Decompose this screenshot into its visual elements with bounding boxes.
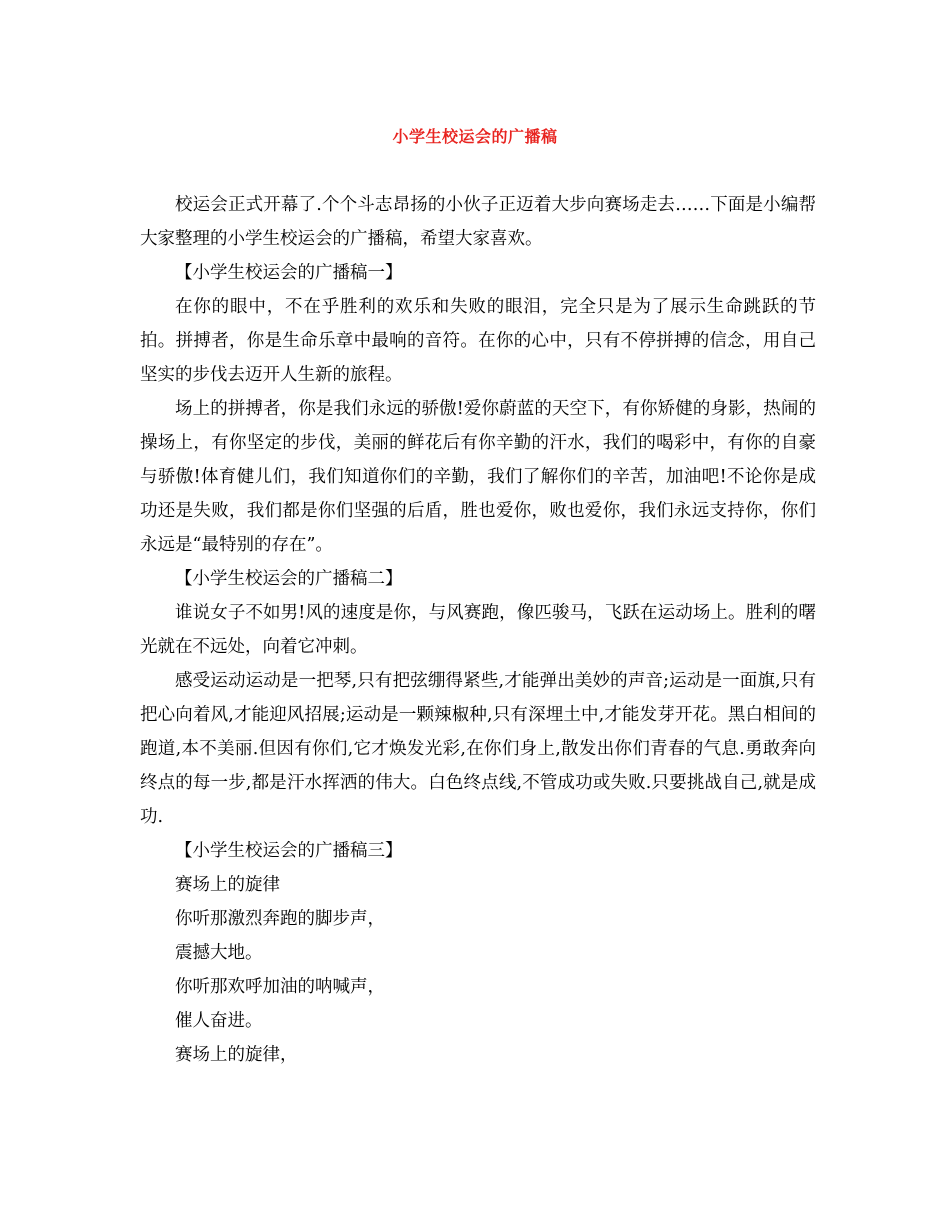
poem-line: 你听那欢呼加油的呐喊声，: [175, 977, 385, 997]
document-title: 小学生校运会的广播稿: [392, 127, 558, 146]
poem-line: 你听那激烈奔跑的脚步声，: [175, 909, 385, 929]
section-heading-1: 【小学生校运会的广播稿一】: [175, 263, 403, 283]
section-heading-2: 【小学生校运会的广播稿二】: [175, 569, 403, 589]
poem-line: 震撼大地。: [175, 943, 263, 963]
section-2-paragraph-2: 感受运动运动是一把琴,只有把弦绷得紧些,才能弹出美妙的声音;运动是一面旗,只有把心向着风,才能迎风招展;运动是一颗辣椒种,只有深埋土中,才能发芽开花。黑白相间的跑道,本不美丽.但因有你们,它才焕发光彩,在你们身上,散发出你们青春的气息.勇敢奔向终点的每一步,都是汗水挥洒的伟大。白色终点线,不管成功或失败.只要挑战自己,就是成功.: [140, 671, 816, 827]
poem-line: 催人奋进。: [175, 1011, 263, 1031]
intro-paragraph: 校运会正式开幕了.个个斗志昂扬的小伙子正迈着大步向赛场走去……下面是小编帮大家整理的小学生校运会的广播稿，希望大家喜欢。: [140, 195, 816, 249]
section-heading-3: 【小学生校运会的广播稿三】: [175, 841, 403, 861]
poem-line: 赛场上的旋律: [175, 875, 280, 895]
section-1-paragraph-1: 在你的眼中，不在乎胜利的欢乐和失败的眼泪，完全只是为了展示生命跳跃的节拍。拼搏者，你是生命乐章中最响的音符。在你的心中，只有不停拼搏的信念，用自己坚实的步伐去迈开人生新的旅程。: [140, 297, 816, 385]
poem-line: 赛场上的旋律，: [175, 1045, 298, 1065]
section-1-paragraph-2: 场上的拼搏者，你是我们永远的骄傲!爱你蔚蓝的天空下，有你矫健的身影，热闹的操场上，有你坚定的步伐，美丽的鲜花后有你辛勤的汗水，我们的喝彩中，有你的自豪与骄傲!体育健儿们，我们知道你们的辛勤，我们了解你们的辛苦，加油吧!不论你是成功还是失败，我们都是你们坚强的后盾，胜也爱你，败也爱你，我们永远支持你，你们永远是“最特别的存在”。: [140, 399, 816, 555]
section-2-paragraph-1: 谁说女子不如男!风的速度是你，与风赛跑，像匹骏马，飞跃在运动场上。胜利的曙光就在不远处，向着它冲刺。: [140, 603, 816, 657]
document-body: [140, 188, 816, 1072]
